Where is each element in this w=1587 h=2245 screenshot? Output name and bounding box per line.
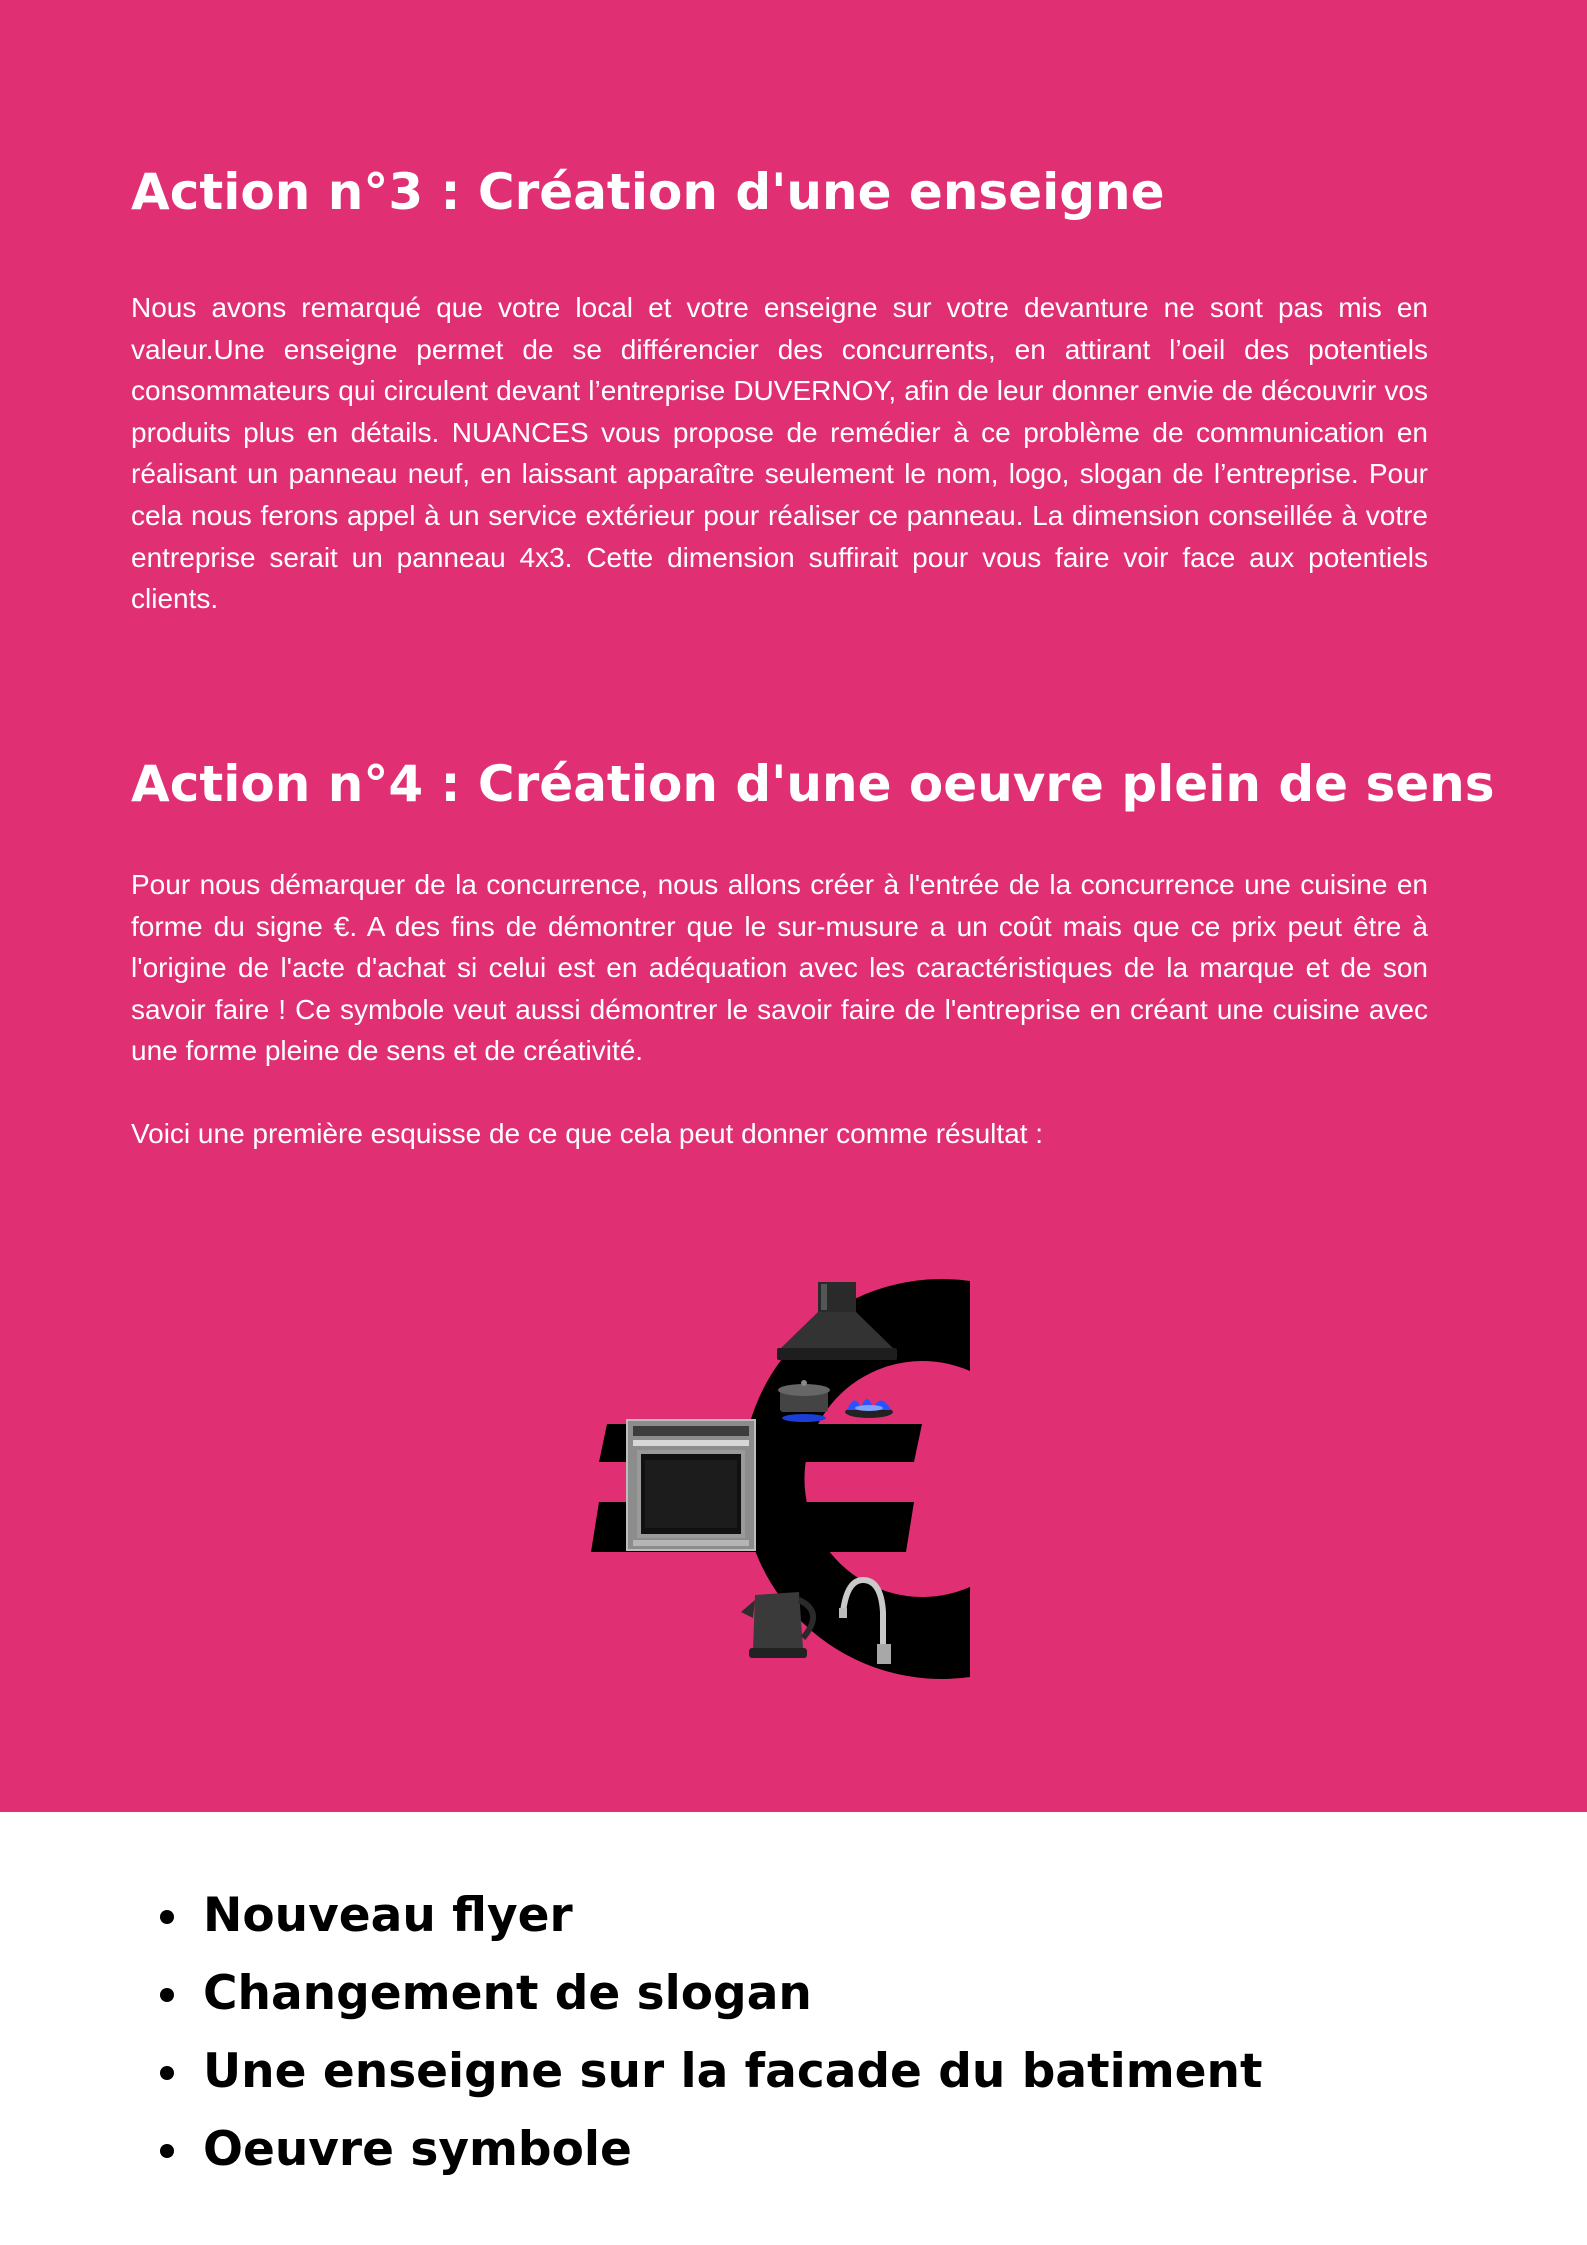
list-item-label: Oeuvre symbole bbox=[203, 2122, 632, 2177]
euro-sign-icon bbox=[585, 1240, 985, 1720]
list-item-label: Une enseigne sur la facade du batiment bbox=[203, 2044, 1263, 2099]
action4-title: Action n°4 : Création d'une oeuvre plein de sens bbox=[131, 755, 1495, 813]
action3-paragraph: Nous avons remarqué que votre local et votre enseigne sur votre devanture ne sont pas mis en valeur.Une enseigne permet de se différencier des concurrents, en attirant l’oeil des potentiels consommateurs qui circulent devant l’entreprise DUVERNOY, afin de leur donner envie de découvrir vos produits plus en détails. NUANCES vous propose de remédier à ce problème de communication en réalisant un panneau neuf, en laissant apparaître seulement le nom, logo, slogan de l’entreprise. Pour cela nous ferons appel à un service extérieur pour réaliser ce panneau. La dimension conseillée à votre entreprise serait un panneau 4x3. Cette dimension suffirait pour vous faire voir face aux potentiels clients. bbox=[131, 292, 1428, 615]
action3-title: Action n°3 : Création d'une enseigne bbox=[131, 163, 1165, 221]
list-item bbox=[150, 2111, 1262, 2189]
list-item-label: Nouveau flyer bbox=[203, 1888, 573, 1943]
list-item-label: Changement de slogan bbox=[203, 1966, 812, 2021]
bullet-icon bbox=[160, 2144, 174, 2158]
bullet-icon bbox=[160, 1988, 174, 2002]
summary-list bbox=[150, 1877, 1262, 2189]
bullet-icon bbox=[160, 1910, 174, 1924]
bullet-icon bbox=[160, 2066, 174, 2080]
kettle-icon bbox=[741, 1592, 813, 1658]
list-item bbox=[150, 2033, 1262, 2111]
list-item bbox=[150, 1955, 1262, 2033]
oven-icon bbox=[627, 1420, 755, 1550]
action4-paragraph: Pour nous démarquer de la concurrence, nous allons créer à l'entrée de la concurrence une cuisine en forme du signe €. A des fins de démontrer que le sur-musure a un coût mais que ce prix peut être à l'origine de l'acte d'achat si celui est en adéquation avec les caractéristiques de la marque et de son savoir faire ! Ce symbole veut aussi démontrer le savoir faire de l'entreprise en créant une cuisine avec une forme pleine de sens et de créativité. bbox=[131, 869, 1428, 1067]
euro-kitchen-illustration bbox=[585, 1240, 985, 1720]
gas-burner-icon bbox=[845, 1399, 893, 1418]
list-item bbox=[150, 1877, 1262, 1955]
sketch-intro: Voici une première esquisse de ce que cela peut donner comme résultat : bbox=[131, 1118, 1044, 1149]
